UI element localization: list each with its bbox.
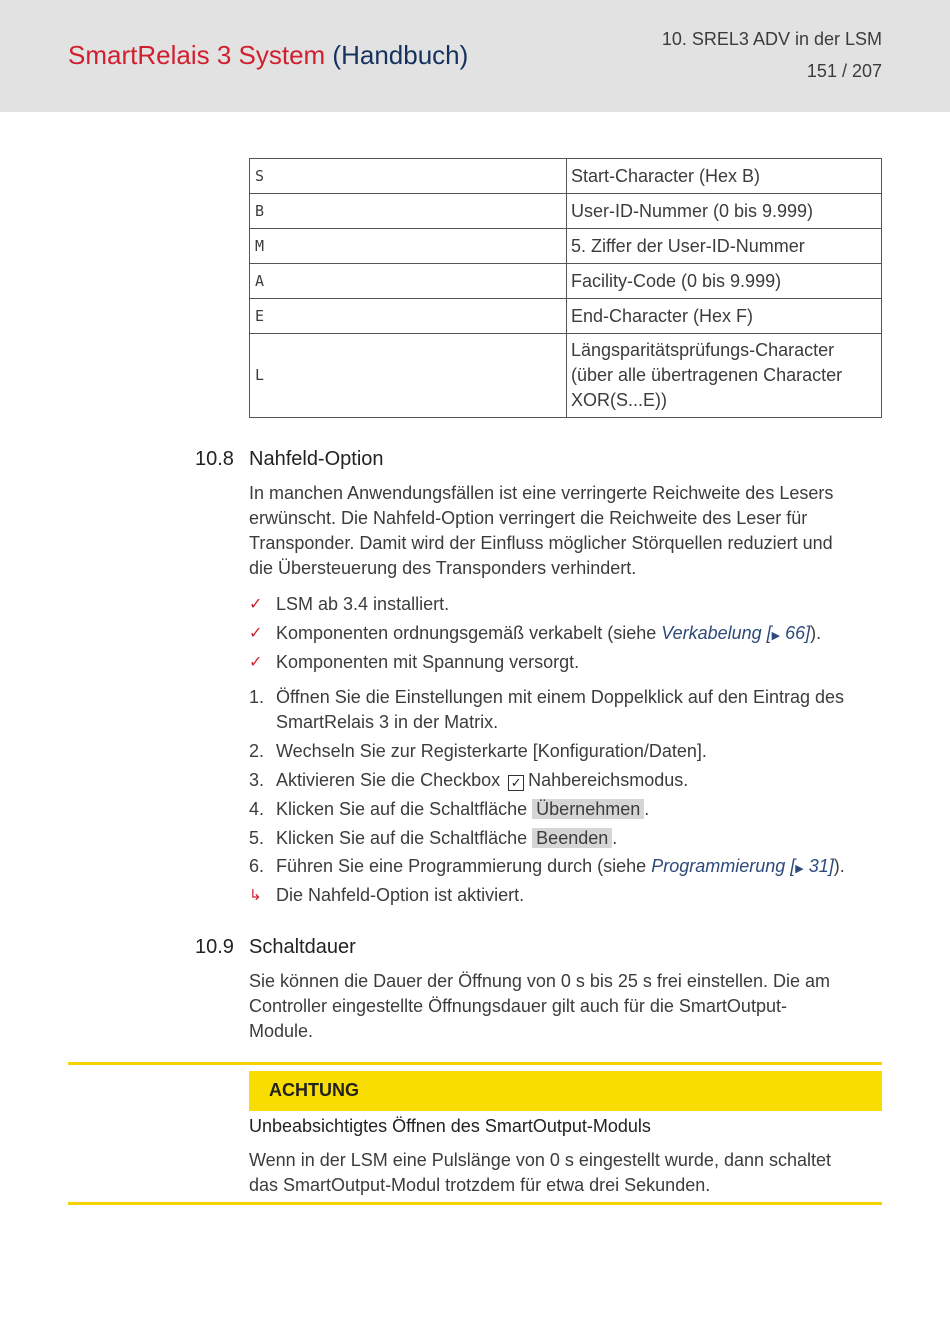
step-number: 3. xyxy=(249,770,265,790)
table-cell-desc xyxy=(567,334,882,418)
prerequisite-text: Komponenten ordnungsgemäß verkabelt (siehe Verkabelung [▶ 66]). xyxy=(276,623,822,643)
table-cell-code: L xyxy=(250,334,567,418)
prerequisite-text: LSM ab 3.4 installiert. xyxy=(276,594,450,614)
table-cell-desc: 5. Ziffer der User-ID-Nummer xyxy=(567,229,882,264)
warning-body xyxy=(249,1148,882,1198)
table-cell-desc: Start-Character (Hex B) xyxy=(567,159,882,194)
section-number: 10.8 xyxy=(195,448,234,470)
step-text: Öffnen Sie die Einstellungen mit einem Doppelklick auf den Eintrag des SmartRelais 3 in der Matrix. xyxy=(276,687,845,732)
step-text: Wechseln Sie zur Registerkarte [Konfiguration/Daten]. xyxy=(276,741,707,761)
step-number: 5. xyxy=(249,828,265,848)
section-title: Schaltdauer xyxy=(249,936,356,958)
result-arrow-icon: ↳ xyxy=(249,887,262,904)
text-line: Module. xyxy=(249,1021,314,1041)
ubernehmen-button-ref: Übernehmen xyxy=(532,799,644,819)
check-icon: ✓ xyxy=(249,625,263,642)
brand-name: SmartRelais 3 System xyxy=(68,40,326,70)
warning-title: Unbeabsichtigtes Öffnen des SmartOutput-Moduls xyxy=(249,1116,651,1136)
text-line: Transponder. Damit wird der Einfluss möglicher Störquellen reduziert und xyxy=(249,533,833,553)
check-icon: ✓ xyxy=(249,596,263,613)
desc-line: Längsparitätsprüfungs-Character xyxy=(571,340,835,360)
table-cell-desc: Facility-Code (0 bis 9.999) xyxy=(567,264,882,299)
table-row xyxy=(250,194,882,229)
prerequisite-text: Komponenten mit Spannung versorgt. xyxy=(276,652,580,672)
checkbox-icon: ✓ xyxy=(508,775,524,791)
step-text: Führen Sie eine Programmierung durch (siehe Programmierung [▶ 31]). xyxy=(276,856,845,876)
desc-line: (über alle übertragenen Character xyxy=(571,365,843,385)
warning-label: ACHTUNG xyxy=(269,1080,359,1100)
table-cell-code: B xyxy=(250,194,567,229)
table-cell-code: M xyxy=(250,229,567,264)
text-line: Sie können die Dauer der Öffnung von 0 s bis 25 s frei einstellen. Die am xyxy=(249,971,831,991)
warning-bottom-rule xyxy=(68,1202,882,1205)
result-text: Die Nahfeld-Option ist aktiviert. xyxy=(276,885,525,905)
link-programmierung[interactable]: Programmierung [▶ 31] xyxy=(651,856,834,876)
table-cell-desc: End-Character (Hex F) xyxy=(567,299,882,334)
table-cell-code: A xyxy=(250,264,567,299)
text-line: In manchen Anwendungsfällen ist eine verringerte Reichweite des Lesers xyxy=(249,483,834,503)
table-row xyxy=(250,229,882,264)
brand-suffix: (Handbuch) xyxy=(332,40,469,70)
step-number: 4. xyxy=(249,799,265,819)
table-row xyxy=(250,299,882,334)
desc-line: XOR(S...E)) xyxy=(571,390,668,410)
text-line: Controller eingestellte Öffnungsdauer gilt auch für die SmartOutput- xyxy=(249,996,787,1016)
text-line: die Übersteuerung des Transponders verhindert. xyxy=(249,558,637,578)
warning-banner xyxy=(249,1071,882,1111)
chapter-title: 10. SREL3 ADV in der LSM xyxy=(661,29,882,49)
text-line: das SmartOutput-Modul trotzdem für etwa drei Sekunden. xyxy=(249,1175,711,1195)
step-number: 2. xyxy=(249,741,265,761)
table-cell-desc: User-ID-Nummer (0 bis 9.999) xyxy=(567,194,882,229)
step-number: 1. xyxy=(249,687,265,707)
table-row xyxy=(250,334,882,418)
check-icon: ✓ xyxy=(249,654,263,671)
link-triangle-icon: ▶ xyxy=(795,863,804,875)
text-line: erwünscht. Die Nahfeld-Option verringert die Reichweite des Leser für xyxy=(249,508,808,528)
section-intro xyxy=(249,481,882,581)
table-cell-code: E xyxy=(250,299,567,334)
table-cell-code: S xyxy=(250,159,567,194)
step-text: Aktivieren Sie die Checkbox ✓ Nahbereichsmodus. xyxy=(276,770,689,790)
section-body xyxy=(249,969,882,1044)
code-table xyxy=(249,158,882,418)
warning-top-rule xyxy=(68,1062,882,1065)
step-item xyxy=(249,685,889,735)
step-text: Klicken Sie auf die Schaltfläche Übernehmen . xyxy=(276,799,650,819)
link-triangle-icon: ▶ xyxy=(771,630,781,642)
step-number: 6. xyxy=(249,856,265,876)
brand-title xyxy=(68,40,468,71)
step-text: Klicken Sie auf die Schaltfläche Beenden . xyxy=(276,828,618,848)
section-title: Nahfeld-Option xyxy=(249,448,384,470)
beenden-button-ref: Beenden xyxy=(532,828,612,848)
page-number: 151 / 207 xyxy=(806,61,882,81)
table-row xyxy=(250,159,882,194)
section-number: 10.9 xyxy=(195,936,234,958)
table-row xyxy=(250,264,882,299)
page-header xyxy=(0,0,950,112)
link-verkabelung[interactable]: Verkabelung [▶ 66] xyxy=(661,623,811,643)
text-line: Wenn in der LSM eine Pulslänge von 0 s eingestellt wurde, dann schaltet xyxy=(249,1150,832,1170)
